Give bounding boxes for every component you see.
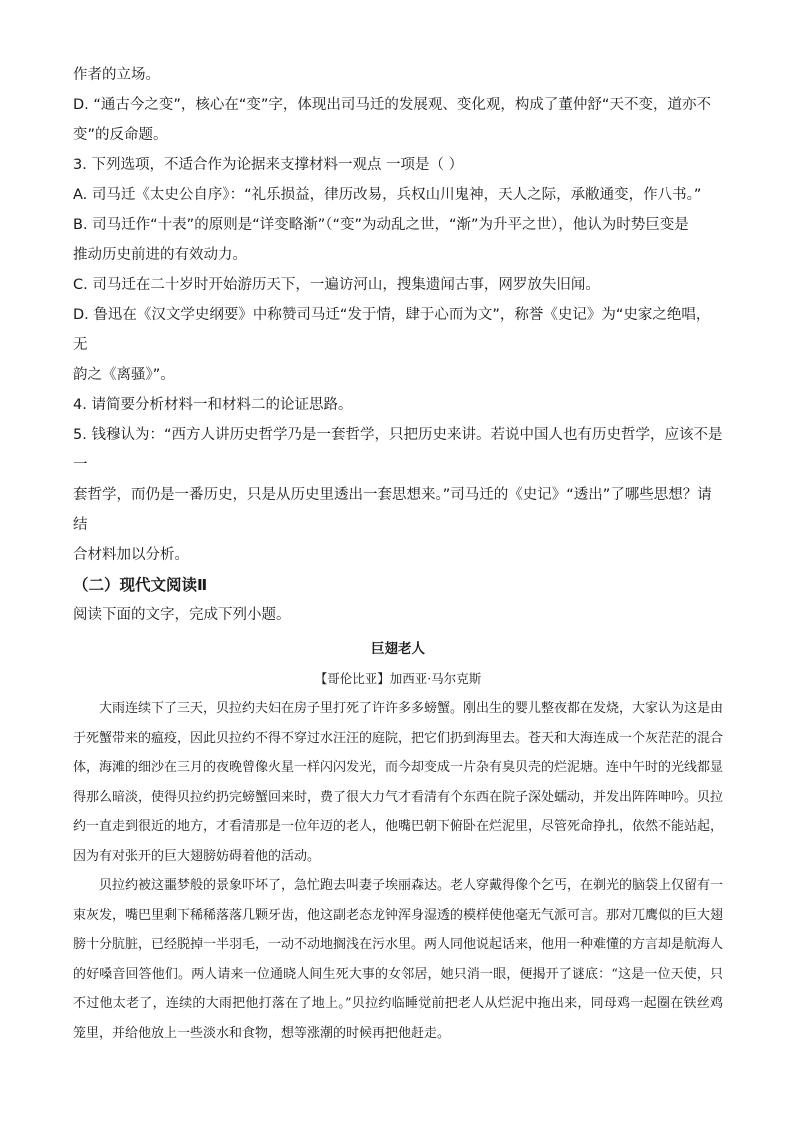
question-5-line-2: 套哲学，而仍是一番历史，只是从历史里透出一套思想来。”司马迁的《史记》“透出”了哪些思想？请结 xyxy=(73,487,712,533)
q3-option-a: A. 司马迁《太史公自序》：“礼乐损益，律历改易，兵权山川鬼神，天人之际，承敝通变，作八书。” xyxy=(73,187,702,203)
story-paragraph-2: 贝拉约被这噩梦般的景象吓坏了，急忙跑去叫妻子埃丽森达。老人穿戴得像个乞丐，在剃光的脑袋上仅留有一束灰发，嘴巴里剩下稀稀落落几颗牙齿，他这副老态龙钟浑身湿透的模样使他毫无气派可言。那对兀鹰似的巨大翅膀十分肮脏，已经脱掉一半羽毛，一动不动地搁浅在污水里。两人同他说起话来，他用一种难懂的方言却是航海人的好嗓音回答他们。两人请来一位通晓人间生死大事的女邻居，她只消一眼，便揭开了谜底：“这是一位天使，只不过他太老了，连续的大雨把他打落在了地上。”贝拉约临睡觉前把老人从烂泥中拖出来，同母鸡一起圈在铁丝鸡笼里，并给他放上一些淡水和食物，想等涨潮的时候再把他赶走。 xyxy=(73,878,724,1041)
option-d-line-2: 变”的反命题。 xyxy=(73,127,168,143)
q3-option-b-line-1: B. 司马迁作“十表”的原则是“详变略渐”（“变”为动乱之世，“渐”为升平之世），他认为时势巨变是 xyxy=(73,217,689,233)
option-d-line-1: D. “通古今之变”，核心在“变”字，体现出司马迁的发展观、变化观，构成了董仲舒“天不变，道亦不 xyxy=(73,97,711,113)
question-4: 4. 请简要分析材料一和材料二的论证思路。 xyxy=(73,397,353,413)
story-paragraph-1: 大雨连续下了三天，贝拉约夫妇在房子里打死了许许多多螃蟹。刚出生的婴儿整夜都在发烧，大家认为这是由于死蟹带来的瘟疫，因此贝拉约不得不穿过水汪汪的庭院，把它们扔到海里去。苍天和大海连成一个灰茫茫的混合体，海滩的细沙在三月的夜晚曾像火星一样闪闪发光，而今却变成一片杂有臭贝壳的烂泥塘。连中午时的光线都显得那么暗淡，使得贝拉约扔完螃蟹回来时，费了很大力气才看清有个东西在院子深处蠕动，并发出阵阵呻吟。贝拉约一直走到很近的地方，才看清那是一位年迈的老人，他嘴巴朝下俯卧在烂泥里，尽管死命挣扎，依然不能站起，因为有对张开的巨大翅膀妨碍着他的活动。 xyxy=(73,701,724,864)
q3-option-d-line-2: 韵之《离骚》”。 xyxy=(73,367,175,383)
question-3: 3. 下列选项，不适合作为论据来支撑材料一观点 一项是（ ） xyxy=(73,157,464,173)
reading-instruction: 阅读下面的文字，完成下列小题。 xyxy=(73,607,291,623)
story-title: 巨翅老人 xyxy=(371,641,425,657)
document-page xyxy=(73,60,723,1048)
story-author: 【哥伦比亚】加西亚·马尔克斯 xyxy=(314,671,482,686)
q3-option-d-line-1: D. 鲁迅在《汉文学史纲要》中称赞司马迁“发于情，肆于心而为文”，称誉《史记》为“史家之绝唱，无 xyxy=(73,307,711,353)
question-5-line-3: 合材料加以分析。 xyxy=(73,547,189,563)
text-line-1: 作者的立场。 xyxy=(73,67,160,83)
section-heading: （二）现代文阅读Ⅱ xyxy=(73,576,208,594)
question-5-line-1: 5. 钱穆认为：“西方人讲历史哲学乃是一套哲学，只把历史来讲。若说中国人也有历史哲学，应该不是一 xyxy=(73,427,723,473)
q3-option-b-line-2: 推动历史前进的有效动力。 xyxy=(73,247,247,263)
q3-option-c: C. 司马迁在二十岁时开始游历天下，一遍访河山，搜集遗闻古事，网罗放失旧闻。 xyxy=(73,277,600,293)
